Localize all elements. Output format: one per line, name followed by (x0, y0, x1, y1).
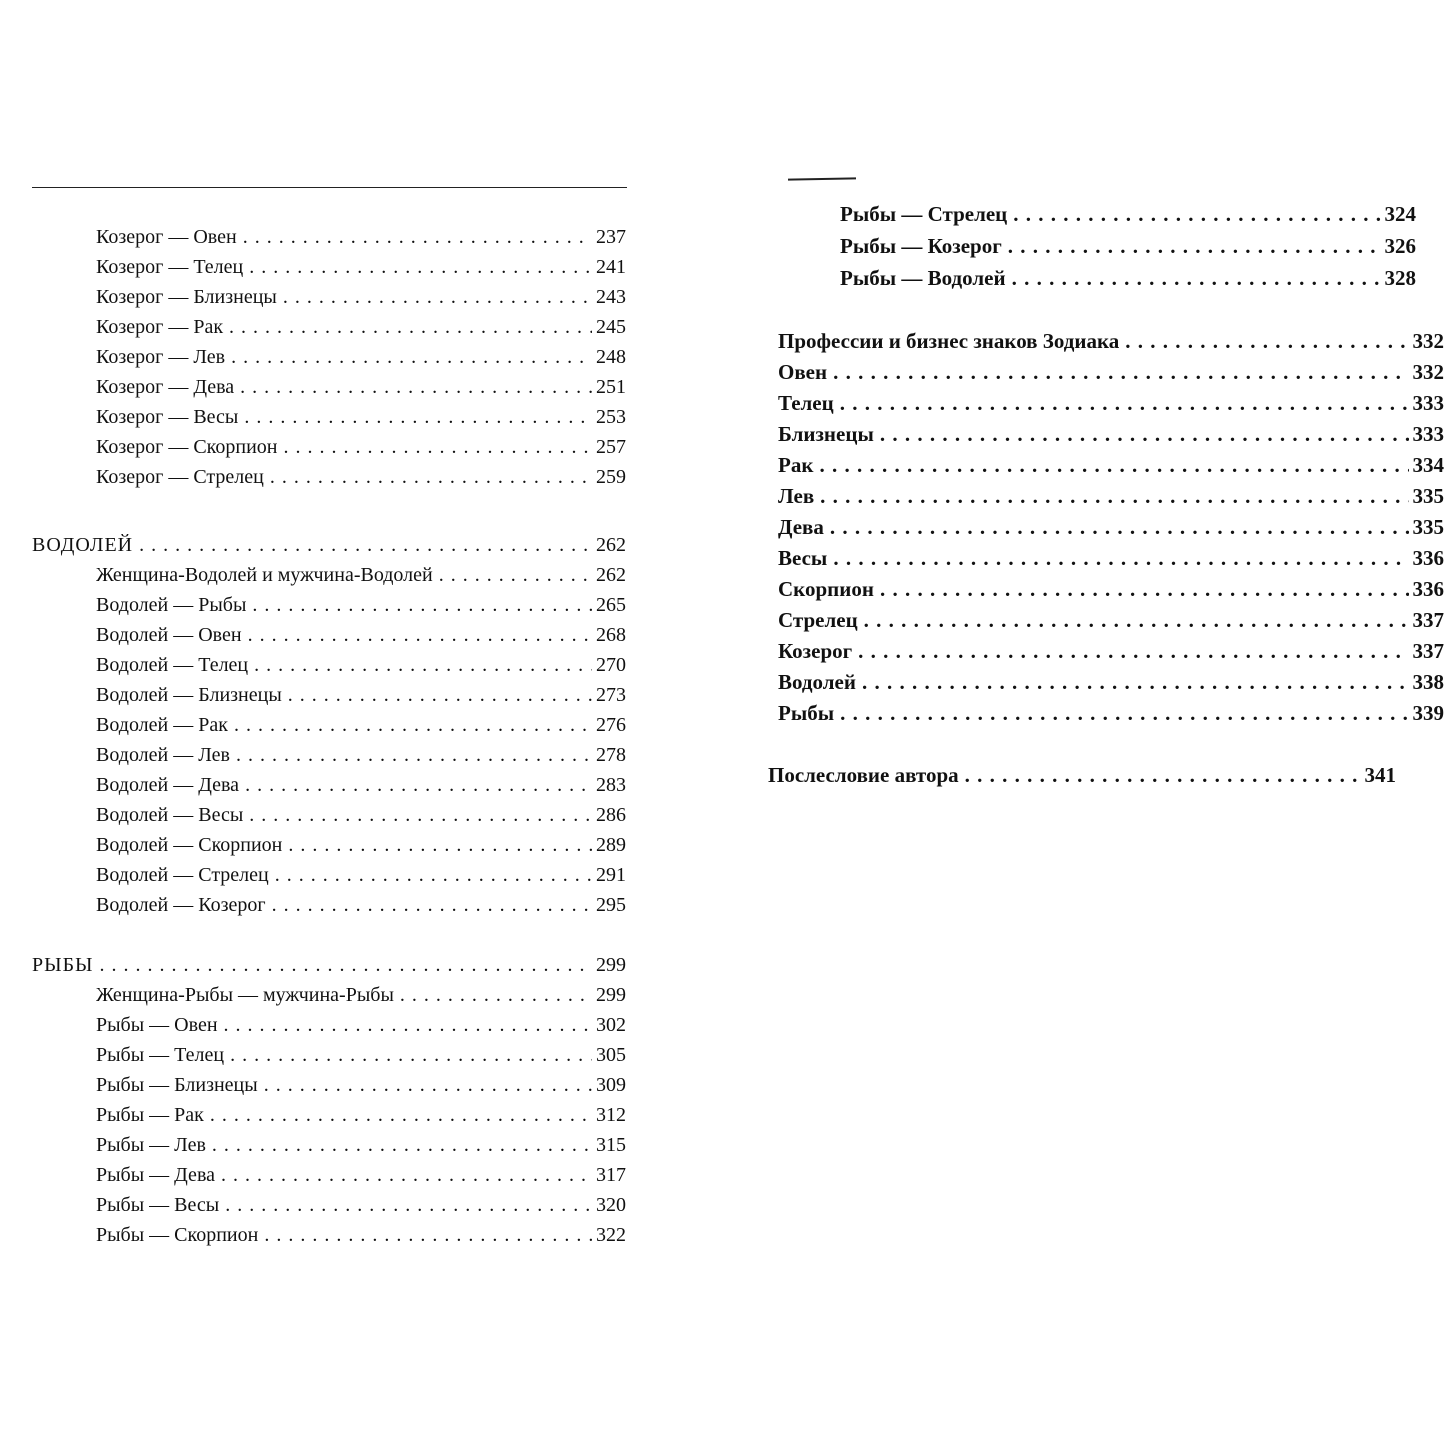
toc-entry-title: Козерог — Телец (96, 256, 244, 278)
toc-entry-title: Водолей — Скорпион (96, 834, 283, 856)
toc-entry[interactable] (778, 419, 1444, 450)
toc-entry-title: Водолей (778, 670, 856, 694)
toc-entry[interactable] (0, 1130, 626, 1160)
toc-entry[interactable] (0, 860, 626, 890)
dot-leader (840, 698, 1408, 729)
toc-entry[interactable] (0, 590, 626, 620)
dot-leader (264, 1220, 592, 1250)
toc-entry-title: Водолей — Лев (96, 744, 230, 766)
toc-entry[interactable] (0, 770, 626, 800)
toc-entry[interactable] (0, 710, 626, 740)
toc-entry-title: Стрелец (778, 608, 858, 632)
toc-entry-page: 245 (596, 316, 626, 338)
toc-entry-title: Рыбы (778, 701, 835, 725)
toc-entry-title: Водолей — Близнецы (96, 684, 282, 706)
toc-entry-page: 291 (596, 864, 626, 886)
toc-entry-page: 332 (1412, 329, 1444, 353)
dot-leader (139, 530, 592, 560)
toc-entry-page: 337 (1412, 639, 1444, 663)
toc-entry-title: Женщина-Рыбы — мужчина-Рыбы (96, 984, 394, 1006)
dot-leader (234, 710, 592, 740)
dot-leader (283, 432, 592, 462)
toc-entry-title: Скорпион (778, 577, 874, 601)
dot-leader (100, 950, 593, 980)
dot-leader (230, 1040, 592, 1070)
toc-entry[interactable] (778, 667, 1444, 698)
toc-entry[interactable] (0, 312, 626, 342)
toc-entry-page: 335 (1412, 515, 1444, 539)
dot-leader (264, 1070, 592, 1100)
dot-leader (225, 1190, 592, 1220)
toc-entry-page: 333 (1412, 391, 1444, 415)
dot-leader (254, 650, 592, 680)
toc-group-afterword (768, 760, 1396, 791)
toc-heading-professions[interactable] (778, 326, 1444, 357)
toc-entry[interactable] (778, 636, 1444, 667)
toc-entry[interactable] (778, 481, 1444, 512)
toc-entry-page: 302 (596, 1014, 626, 1036)
toc-entry-page: 324 (1384, 202, 1416, 226)
toc-entries-aquarius (0, 560, 626, 920)
toc-entry-title: Козерог — Лев (96, 346, 226, 368)
toc-entry-page: 305 (596, 1044, 626, 1066)
toc-entry-title: Водолей — Весы (96, 804, 244, 826)
dot-leader (210, 1100, 592, 1130)
toc-entry-page: 262 (596, 564, 626, 586)
toc-group-aquarius (0, 530, 626, 560)
toc-entry[interactable] (840, 262, 1416, 294)
toc-entry-page: 315 (596, 1134, 626, 1156)
toc-entry-page: 248 (596, 346, 626, 368)
dot-leader (400, 980, 592, 1010)
dot-leader (833, 357, 1408, 388)
toc-entry-page: 328 (1384, 266, 1416, 290)
dot-leader (288, 830, 592, 860)
dot-leader (221, 1160, 592, 1190)
dot-leader (224, 1010, 592, 1040)
toc-entry[interactable] (778, 698, 1444, 729)
toc-entry-title: Козерог — Дева (96, 376, 235, 398)
toc-entry-page: 337 (1412, 608, 1444, 632)
toc-entry-title: Водолей — Дева (96, 774, 240, 796)
dot-leader (880, 574, 1409, 605)
toc-entry-title: Козерог (778, 639, 853, 663)
toc-entry-title: Женщина-Водолей и мужчина-Водолей (96, 564, 433, 586)
toc-group-pisces (0, 950, 626, 980)
toc-entry[interactable] (0, 980, 626, 1010)
toc-entry-page: 241 (596, 256, 626, 278)
toc-entry-page: 336 (1412, 546, 1444, 570)
toc-entry-title: Рыбы — Рак (96, 1104, 204, 1126)
toc-entry[interactable] (778, 574, 1444, 605)
dot-leader (1125, 326, 1408, 357)
toc-entry-page: 335 (1412, 484, 1444, 508)
toc-entry[interactable] (778, 388, 1444, 419)
toc-entry-title: Рыбы — Лев (96, 1134, 206, 1156)
toc-entry[interactable] (0, 252, 626, 282)
toc-entry-title: Козерог — Близнецы (96, 286, 277, 308)
toc-entry-page: 259 (596, 466, 626, 488)
toc-entry-page: 286 (596, 804, 626, 826)
dot-leader (283, 282, 592, 312)
toc-entry[interactable] (0, 800, 626, 830)
dot-leader (275, 860, 592, 890)
dot-leader (212, 1130, 592, 1160)
toc-entry[interactable] (0, 890, 626, 920)
toc-entry[interactable] (0, 830, 626, 860)
toc-entry-page: 270 (596, 654, 626, 676)
toc-entry[interactable] (0, 462, 626, 492)
dot-leader (858, 636, 1408, 667)
toc-entry[interactable] (0, 372, 626, 402)
toc-entry-title: Лев (778, 484, 815, 508)
toc-entry-title: Дева (778, 515, 824, 539)
toc-entry-title: Рак (778, 453, 814, 477)
toc-entry-title: Козерог — Овен (96, 226, 237, 248)
toc-entry-title: РЫБЫ (32, 954, 94, 976)
toc-entry[interactable] (840, 198, 1416, 230)
toc-entry[interactable] (0, 1190, 626, 1220)
toc-entry[interactable] (0, 432, 626, 462)
toc-entry-title: Водолей — Телец (96, 654, 249, 676)
toc-entries-professions (778, 357, 1444, 729)
toc-entry-title: Послесловие автора (768, 763, 959, 787)
toc-heading-pisces[interactable] (0, 950, 626, 980)
toc-entry-page: 332 (1412, 360, 1444, 384)
toc-entry-title: Весы (778, 546, 828, 570)
toc-entry[interactable] (0, 342, 626, 372)
toc-entry[interactable] (0, 282, 626, 312)
toc-entry-title: Водолей — Рак (96, 714, 228, 736)
toc-entry-title: Козерог — Рак (96, 316, 224, 338)
toc-entry[interactable] (0, 1010, 626, 1040)
toc-entry[interactable] (778, 543, 1444, 574)
toc-entry-page: 243 (596, 286, 626, 308)
dot-leader (439, 560, 592, 590)
toc-entry-title: Рыбы — Овен (96, 1014, 218, 1036)
dot-leader (236, 740, 592, 770)
toc-entry-page: 289 (596, 834, 626, 856)
dot-leader (819, 450, 1408, 481)
toc-entry-title: Профессии и бизнес знаков Зодиака (778, 329, 1120, 353)
toc-entries-pisces (0, 980, 626, 1250)
toc-entry-title: Близнецы (778, 422, 874, 446)
dot-leader (833, 543, 1408, 574)
dot-leader (244, 402, 592, 432)
toc-entry-page: 334 (1412, 453, 1444, 477)
toc-entry-page: 283 (596, 774, 626, 796)
dot-leader (820, 481, 1408, 512)
toc-entry[interactable] (0, 1160, 626, 1190)
toc-entry-title: Водолей — Козерог (96, 894, 266, 916)
toc-entry-page: 333 (1412, 422, 1444, 446)
toc-entry[interactable] (0, 222, 626, 252)
dot-leader (1008, 230, 1381, 262)
toc-entry-page: 253 (596, 406, 626, 428)
toc-entry-page: 312 (596, 1104, 626, 1126)
toc-entry-page: 268 (596, 624, 626, 646)
dot-leader (252, 590, 592, 620)
toc-entry[interactable] (778, 450, 1444, 481)
left-page (0, 0, 700, 1445)
toc-entry-title: Козерог — Весы (96, 406, 239, 428)
dot-leader (249, 252, 592, 282)
toc-entry-page: 262 (596, 534, 626, 556)
dot-leader (231, 342, 592, 372)
toc-entry[interactable] (778, 357, 1444, 388)
toc-entry-afterword[interactable] (768, 760, 1396, 791)
toc-entry-page: 295 (596, 894, 626, 916)
dot-leader (229, 312, 592, 342)
toc-entry-title: Козерог — Стрелец (96, 466, 264, 488)
toc-entry-title: Рыбы — Близнецы (96, 1074, 258, 1096)
dot-leader (880, 419, 1409, 450)
toc-entry-page: 276 (596, 714, 626, 736)
toc-entry-title: ВОДОЛЕЙ (32, 534, 134, 556)
dot-leader (1013, 198, 1380, 230)
right-page (740, 0, 1445, 1445)
toc-entry-page: 299 (596, 984, 626, 1006)
toc-entry[interactable] (0, 680, 626, 710)
toc-entry[interactable] (0, 740, 626, 770)
toc-entry-title: Водолей — Стрелец (96, 864, 269, 886)
toc-entry-title: Водолей — Рыбы (96, 594, 247, 616)
dot-leader (245, 770, 592, 800)
toc-entry-page: 265 (596, 594, 626, 616)
toc-entry-title: Рыбы — Дева (96, 1164, 215, 1186)
dot-leader (830, 512, 1409, 543)
toc-group-pisces-continued (840, 198, 1416, 294)
toc-entry-page: 278 (596, 744, 626, 766)
toc-entry-page: 317 (596, 1164, 626, 1186)
toc-entry-page: 326 (1384, 234, 1416, 258)
dot-leader (243, 222, 592, 252)
toc-entry-page: 322 (596, 1224, 626, 1246)
toc-entry-page: 257 (596, 436, 626, 458)
toc-entry-page: 339 (1412, 701, 1444, 725)
toc-entry[interactable] (0, 1220, 626, 1250)
toc-entry-page: 237 (596, 226, 626, 248)
toc-entry-page: 338 (1412, 670, 1444, 694)
toc-entry[interactable] (0, 1070, 626, 1100)
toc-entry-page: 273 (596, 684, 626, 706)
toc-entry-page: 320 (596, 1194, 626, 1216)
dot-leader (272, 890, 592, 920)
dot-leader (288, 680, 592, 710)
dot-leader (862, 667, 1409, 698)
toc-entry-title: Рыбы — Водолей (840, 266, 1006, 290)
dot-leader (240, 372, 592, 402)
toc-entry-page: 251 (596, 376, 626, 398)
toc-entry[interactable] (0, 402, 626, 432)
toc-group-capricorn (0, 222, 626, 492)
toc-entry-page: 309 (596, 1074, 626, 1096)
toc-entry-title: Рыбы — Телец (96, 1044, 225, 1066)
toc-entry-page: 336 (1412, 577, 1444, 601)
toc-entry-title: Козерог — Скорпион (96, 436, 278, 458)
dot-leader (1012, 262, 1381, 294)
toc-entry-page: 299 (596, 954, 626, 976)
toc-entry-title: Рыбы — Козерог (840, 234, 1002, 258)
toc-entry-title: Рыбы — Скорпион (96, 1224, 259, 1246)
dot-leader (840, 388, 1409, 419)
top-rule (788, 177, 856, 180)
toc-entry[interactable] (778, 605, 1444, 636)
dot-leader (270, 462, 592, 492)
toc-entry-title: Рыбы — Весы (96, 1194, 220, 1216)
dot-leader (249, 800, 592, 830)
toc-entry-page: 341 (1364, 763, 1396, 787)
toc-entry[interactable] (778, 512, 1444, 543)
toc-entry[interactable] (0, 560, 626, 590)
toc-entry[interactable] (0, 650, 626, 680)
dot-leader (248, 620, 592, 650)
top-rule (32, 187, 627, 188)
dot-leader (965, 760, 1361, 791)
toc-heading-aquarius[interactable] (0, 530, 626, 560)
toc-entry-title: Рыбы — Стрелец (840, 202, 1008, 226)
toc-entry-title: Телец (778, 391, 834, 415)
dot-leader (864, 605, 1409, 636)
toc-group-professions (778, 326, 1444, 357)
toc-entry-title: Овен (778, 360, 828, 384)
toc-entry[interactable] (0, 1040, 626, 1070)
toc-entry[interactable] (840, 230, 1416, 262)
toc-entry[interactable] (0, 620, 626, 650)
toc-entry[interactable] (0, 1100, 626, 1130)
toc-entry-title: Водолей — Овен (96, 624, 242, 646)
